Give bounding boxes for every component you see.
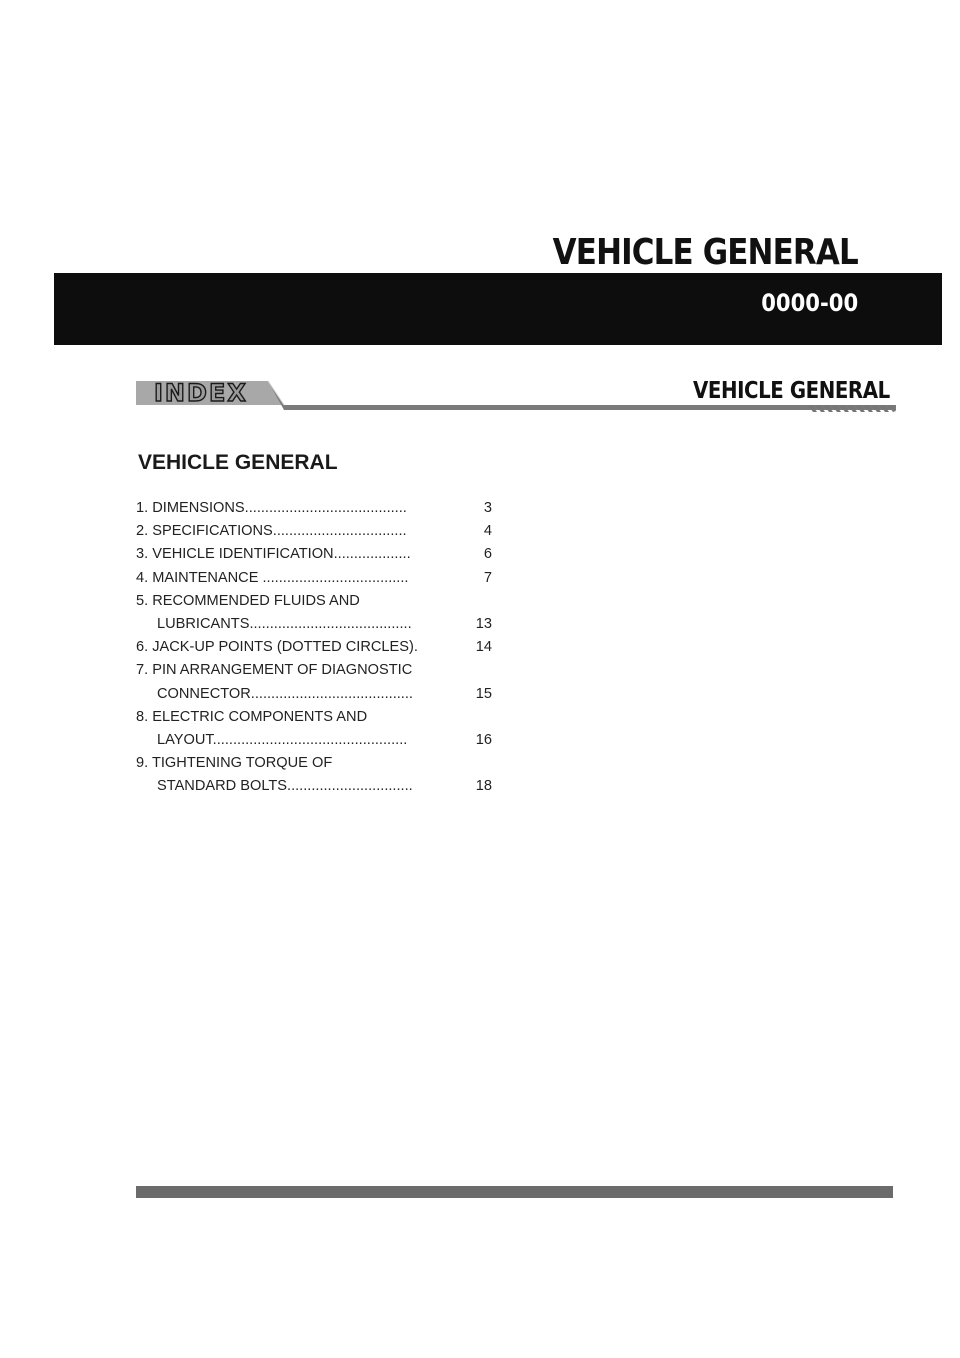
toc-entry-text: LAYOUT................................................ xyxy=(157,731,408,748)
toc-entry-text: 2. SPECIFICATIONS................................. xyxy=(136,523,407,540)
toc-entry-tightening-torque-cont[interactable] xyxy=(136,775,496,798)
toc-entry-fluids-cont[interactable] xyxy=(136,613,496,636)
toc-entry-page: 18 xyxy=(475,778,492,795)
toc-entry-maintenance[interactable] xyxy=(136,567,496,590)
toc-entry-page: 3 xyxy=(483,500,492,516)
toc-entry-text: STANDARD BOLTS............................... xyxy=(157,778,413,795)
toc-entry-pin-arrangement-cont[interactable] xyxy=(136,683,496,706)
toc-entry-text: 8. ELECTRIC COMPONENTS AND xyxy=(136,708,368,725)
table-of-contents xyxy=(136,497,496,798)
toc-entry-text: 5. RECOMMENDED FLUIDS AND xyxy=(136,592,360,609)
toc-entry-page: 6 xyxy=(483,546,492,563)
toc-entry-fluids[interactable] xyxy=(136,590,496,613)
toc-entry-page: 4 xyxy=(483,523,492,540)
toc-entry-page: 13 xyxy=(475,615,492,632)
toc-entry-specifications[interactable] xyxy=(136,520,496,543)
section-code: 0000-00 xyxy=(761,289,858,317)
toc-entry-text: CONNECTOR........................................ xyxy=(157,685,413,702)
toc-entry-vehicle-identification[interactable] xyxy=(136,543,496,566)
toc-entry-text: 4. MAINTENANCE .................................... xyxy=(136,569,409,586)
toc-entry-tightening-torque[interactable] xyxy=(136,752,496,775)
toc-entry-page: 7 xyxy=(483,569,492,586)
banner-title: VEHICLE GENERAL xyxy=(693,378,890,404)
toc-entry-jack-up-points[interactable] xyxy=(136,636,496,659)
index-banner xyxy=(136,378,896,414)
toc-entry-text: 3. VEHICLE IDENTIFICATION................... xyxy=(136,546,411,563)
header-band xyxy=(54,273,942,345)
toc-entry-text: 6. JACK-UP POINTS (DOTTED CIRCLES). xyxy=(136,639,418,656)
index-label: INDEX xyxy=(154,379,248,407)
toc-entry-text: LUBRICANTS........................................ xyxy=(157,615,412,632)
toc-entry-text: 1. DIMENSIONS........................................ xyxy=(136,500,407,516)
toc-entry-page: 15 xyxy=(475,685,492,702)
toc-entry-pin-arrangement[interactable] xyxy=(136,659,496,682)
toc-entry-dimensions[interactable] xyxy=(136,497,496,520)
page-title: VEHICLE GENERAL xyxy=(552,232,858,273)
footer-bar xyxy=(136,1186,893,1198)
toc-entry-electric-components[interactable] xyxy=(136,706,496,729)
toc-entry-text: 7. PIN ARRANGEMENT OF DIAGNOSTIC xyxy=(136,662,413,679)
toc-entry-page: 16 xyxy=(475,731,492,748)
toc-entry-text: 9. TIGHTENING TORQUE OF xyxy=(136,755,333,772)
toc-entry-electric-components-cont[interactable] xyxy=(136,729,496,752)
toc-heading: VEHICLE GENERAL xyxy=(138,451,338,474)
toc-entry-page: 14 xyxy=(475,639,492,656)
